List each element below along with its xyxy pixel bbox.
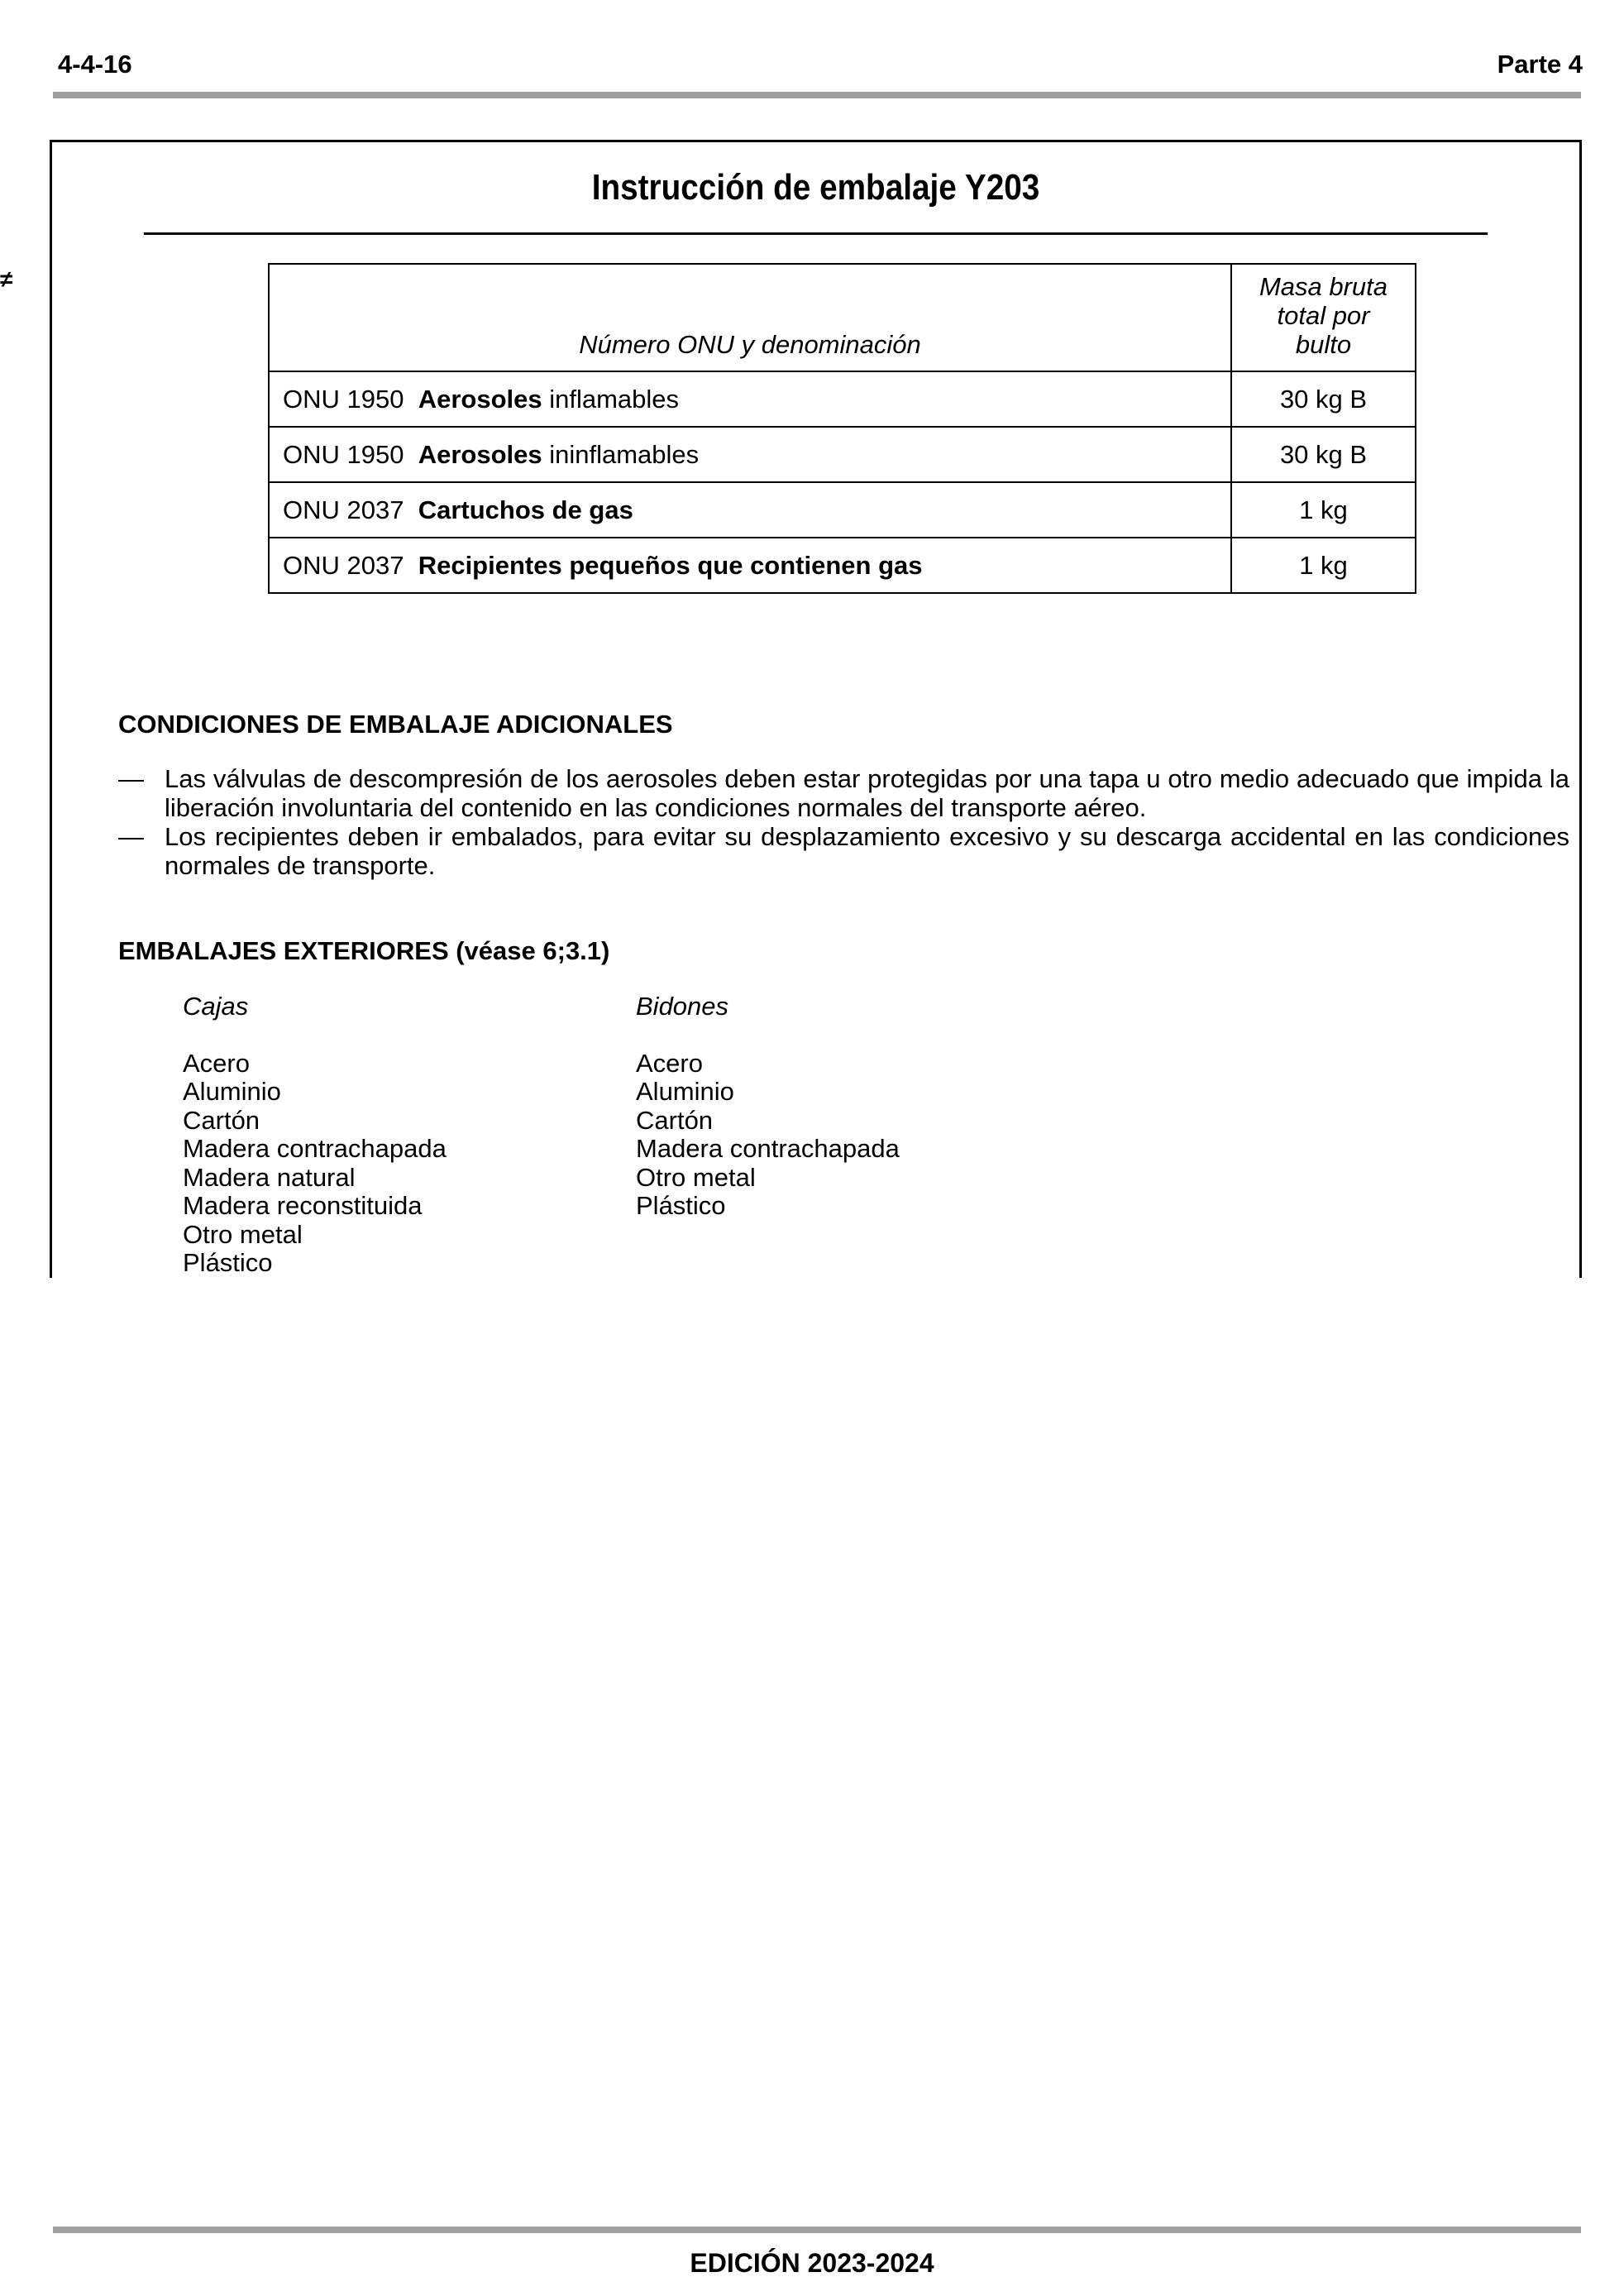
drums-column	[636, 993, 900, 1221]
table-header-row	[269, 264, 1416, 371]
list-item: Acero	[183, 1048, 250, 1078]
list-item: Plástico	[636, 1191, 726, 1220]
un-number: ONU 2037	[283, 550, 404, 580]
substance-cell	[269, 427, 1231, 482]
col-header-mass-line: bulto	[1295, 330, 1352, 359]
un-number: ONU 2037	[283, 495, 404, 524]
substance-cell	[269, 482, 1231, 538]
condition-text: Las válvulas de descompresión de los aerosoles deben estar protegidas por una tapa u otro medio adecuado que impida la liberación involuntaria del contenido en las condiciones normales del transporte aéreo.	[165, 764, 1569, 822]
list-item: Madera natural	[183, 1162, 356, 1192]
instruction-title: Instrucción de embalaje Y203	[144, 142, 1488, 235]
list-item	[118, 764, 1569, 822]
substance-cell	[269, 538, 1231, 593]
table-row	[269, 538, 1416, 593]
instruction-frame	[50, 140, 1582, 1278]
substance-name: Aerosoles	[418, 384, 542, 414]
table-row	[269, 371, 1416, 427]
dash-marker: —	[118, 822, 144, 851]
col-header-name: Número ONU y denominación	[269, 264, 1231, 371]
condition-text: Los recipientes deben ir embalados, para evitar su desplazamiento excesivo y su descarga accidental en las condiciones normales de transporte.	[165, 822, 1569, 880]
list-item: Aluminio	[636, 1077, 734, 1106]
conditions-heading: CONDICIONES DE EMBALAJE ADICIONALES	[118, 710, 673, 739]
outer-packaging-heading: EMBALAJES EXTERIORES (véase 6;3.1)	[118, 936, 610, 965]
boxes-column	[183, 993, 447, 1278]
mass-cell: 30 kg B	[1231, 371, 1416, 427]
drums-label: Bidones	[636, 992, 729, 1021]
conditions-list	[118, 764, 1569, 880]
header-rule	[53, 92, 1581, 98]
substance-name: Aerosoles	[418, 439, 542, 469]
page-reference: 4-4-16	[58, 50, 132, 79]
quantity-limits-table	[268, 263, 1416, 594]
list-item: Otro metal	[183, 1219, 303, 1249]
list-item: Cartón	[636, 1105, 714, 1135]
list-item: Madera contrachapada	[183, 1134, 447, 1163]
mass-cell: 1 kg	[1231, 538, 1416, 593]
part-label: Parte 4	[1497, 50, 1583, 79]
substance-cell	[269, 371, 1231, 427]
col-header-mass	[1231, 264, 1416, 371]
list-item: Otro metal	[636, 1162, 756, 1192]
table-row	[269, 427, 1416, 482]
revision-mark: ≠	[0, 266, 13, 292]
table-row	[269, 482, 1416, 538]
substance-name: Cartuchos de gas	[418, 495, 633, 524]
mass-cell: 30 kg B	[1231, 427, 1416, 482]
un-number: ONU 1950	[283, 384, 404, 414]
list-item: Aluminio	[183, 1077, 281, 1106]
list-item	[118, 822, 1569, 880]
col-header-mass-line: Masa bruta	[1259, 272, 1388, 301]
footer-rule	[53, 2227, 1581, 2233]
boxes-label: Cajas	[183, 992, 249, 1021]
list-item: Plástico	[183, 1248, 273, 1277]
col-header-mass-line: total por	[1277, 301, 1370, 330]
mass-cell: 1 kg	[1231, 482, 1416, 538]
list-item: Madera reconstituida	[183, 1191, 423, 1220]
list-item: Madera contrachapada	[636, 1134, 900, 1163]
substance-qualifier: ininflamables	[542, 439, 700, 469]
edition-footer: EDICIÓN 2023-2024	[690, 2248, 934, 2278]
un-number: ONU 1950	[283, 439, 404, 469]
substance-qualifier: inflamables	[542, 384, 680, 414]
list-item: Acero	[636, 1048, 703, 1078]
list-item: Cartón	[183, 1105, 260, 1135]
dash-marker: —	[118, 764, 144, 793]
substance-name: Recipientes pequeños que contienen gas	[418, 550, 923, 580]
